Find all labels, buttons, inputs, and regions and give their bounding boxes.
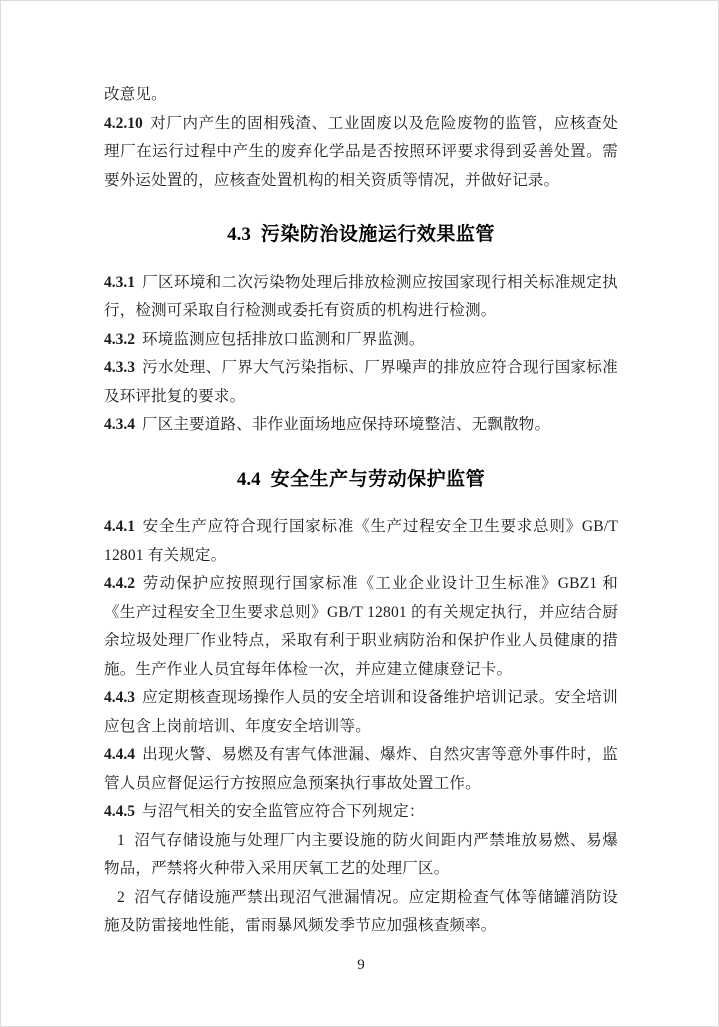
clause-4-4-4	[104, 741, 618, 798]
paragraph-continuation	[104, 81, 618, 110]
section-heading-4-4	[104, 466, 618, 495]
clause-number: 4.3.1	[104, 273, 135, 291]
clause-number: 4.4.5	[104, 803, 135, 820]
subitem-number: 1	[117, 831, 125, 849]
clause-4-3-1	[104, 269, 618, 326]
page-content	[104, 81, 618, 979]
clause-text: 环境监测应包括排放口监测和厂界监测。	[142, 330, 425, 348]
clause-4-3-4	[104, 411, 618, 440]
section-heading-4-3	[104, 221, 618, 250]
clause-number: 4.3.4	[104, 416, 135, 433]
clause-number: 4.4.2	[104, 575, 135, 592]
clause-text: 劳动保护应按照现行国家标准《工业企业设计卫生标准》GBZ1 和《生产过程安全卫生要求总则》GB/T 12801 的有关规定执行，并应结合厨余垃圾处理厂作业特点，采取有利于职业病防治和保护作业人员健康的措施。生产作业人员宜每年体检一次，并应建立健康登记卡。	[104, 575, 618, 678]
clause-text: 与沼气相关的安全监管应符合下列规定：	[142, 803, 425, 820]
subitem-number: 2	[117, 888, 125, 906]
clause-number: 4.2.10	[104, 114, 143, 132]
clause-number: 4.4.4	[104, 746, 135, 763]
subitem-1	[104, 827, 618, 884]
clause-4-3-2	[104, 326, 618, 355]
subitem-2	[104, 884, 618, 941]
clause-number: 4.4.1	[104, 518, 135, 535]
subitem-text: 沼气存储设施严禁出现沼气泄漏情况。应定期检查气体等储罐消防设施及防雷接地性能，雷雨暴风频发季节应加强核查频率。	[104, 888, 618, 934]
clause-number: 4.3.3	[104, 359, 135, 376]
clause-4-4-3	[104, 684, 618, 741]
subitem-text: 沼气存储设施与处理厂内主要设施的防火间距内严禁堆放易燃、易爆物品，严禁将火种带入采用厌氧工艺的处理厂区。	[104, 831, 618, 877]
clause-text: 污水处理、厂界大气污染指标、厂界噪声的排放应符合现行国家标准及环评批复的要求。	[104, 359, 618, 405]
clause-text: 厂区主要道路、非作业面场地应保持环境整洁、无飘散物。	[142, 416, 551, 433]
clause-number: 4.3.2	[104, 330, 135, 348]
clause-text: 出现火警、易燃及有害气体泄漏、爆炸、自然灾害等意外事件时，监管人员应督促运行方按照应急预案执行事故处置工作。	[104, 746, 618, 792]
clause-text: 厂区环境和二次污染物处理后排放检测应按国家现行相关标准规定执行，检测可采取自行检测或委托有资质的机构进行检测。	[104, 273, 618, 319]
clause-4-4-5	[104, 798, 618, 827]
clause-4-4-1	[104, 513, 618, 570]
paragraph-text: 改意见。	[104, 86, 167, 103]
heading-title: 安全生产与劳动保护监管	[270, 468, 486, 490]
clause-4-2-10	[104, 110, 618, 196]
clause-number: 4.4.3	[104, 689, 135, 706]
clause-text: 安全生产应符合现行国家标准《生产过程安全卫生要求总则》GB/T 12801 有关规定。	[104, 518, 618, 564]
clause-text: 对厂内产生的固相残渣、工业固废以及危险废物的监管，应核查处理厂在运行过程中产生的废弃化学品是否按照环评要求得到妥善处置。需要外运处置的，应核查处置机构的相关资质等情况，并做好记录。	[104, 114, 618, 189]
heading-number: 4.3	[227, 224, 251, 245]
clause-4-4-2	[104, 570, 618, 684]
heading-number: 4.4	[236, 468, 261, 490]
page-number: 9	[357, 956, 365, 973]
heading-title: 污染防治设施运行效果监管	[260, 224, 495, 245]
clause-text: 应定期核查现场操作人员的安全培训和设备维护培训记录。安全培训应包含上岗前培训、年度安全培训等。	[104, 689, 618, 735]
clause-4-3-3	[104, 354, 618, 411]
